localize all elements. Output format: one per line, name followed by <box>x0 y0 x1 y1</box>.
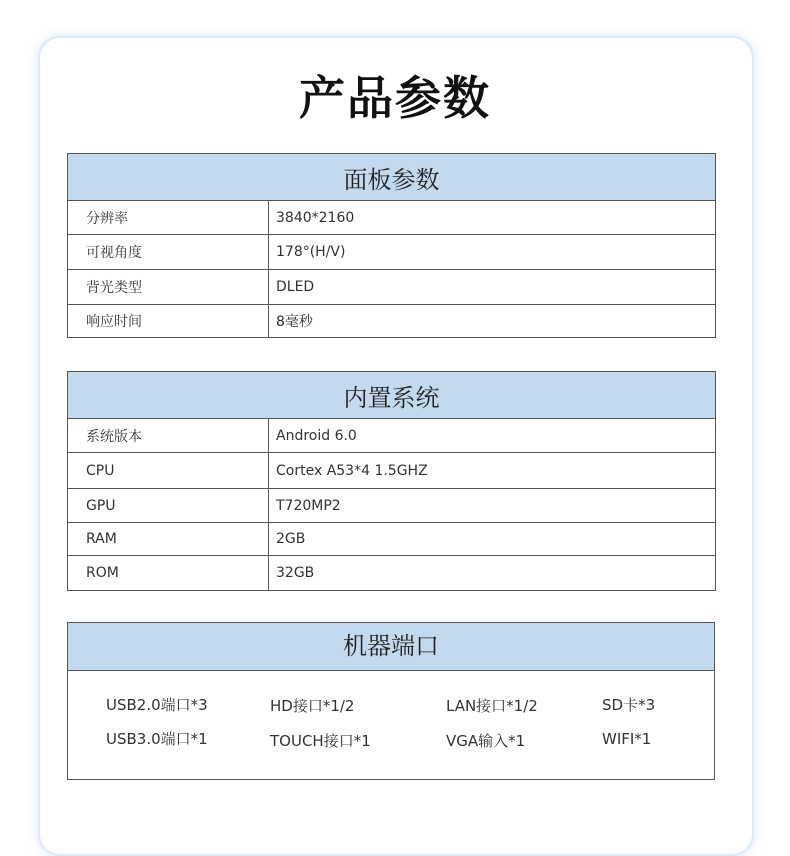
table-row <box>68 556 716 591</box>
port-item: WIFI*1 <box>602 730 652 748</box>
ports-heading: 机器端口 <box>68 623 714 671</box>
spec-label: 系统版本 <box>68 419 269 453</box>
port-item: LAN接口*1/2 <box>446 697 538 715</box>
spec-value: 178°(H/V) <box>269 235 716 270</box>
port-item: HD接口*1/2 <box>270 697 355 715</box>
system-spec-table <box>67 371 716 591</box>
spec-value: Android 6.0 <box>269 419 716 453</box>
table-row <box>68 419 716 453</box>
panel-spec-heading: 面板参数 <box>68 154 716 201</box>
table-row <box>68 201 716 235</box>
spec-value: Cortex A53*4 1.5GHZ <box>269 453 716 489</box>
ports-box <box>67 622 715 780</box>
spec-value: T720MP2 <box>269 489 716 523</box>
spec-label: 背光类型 <box>68 270 269 305</box>
port-item: USB2.0端口*3 <box>106 696 208 714</box>
table-row <box>68 305 716 338</box>
spec-value: 3840*2160 <box>269 201 716 235</box>
port-item: VGA输入*1 <box>446 732 526 750</box>
port-item: USB3.0端口*1 <box>106 730 208 748</box>
spec-label: 响应时间 <box>68 305 269 338</box>
table-row <box>68 453 716 489</box>
table-row <box>68 489 716 523</box>
page-title: 产品参数 <box>299 71 491 125</box>
spec-label: ROM <box>68 556 269 591</box>
spec-label: RAM <box>68 523 269 556</box>
port-item: SD卡*3 <box>602 696 656 714</box>
table-row <box>68 523 716 556</box>
panel-spec-table <box>67 153 716 338</box>
port-item: TOUCH接口*1 <box>270 732 371 750</box>
spec-value: 8毫秒 <box>269 305 716 338</box>
spec-label: 可视角度 <box>68 235 269 270</box>
system-spec-heading: 内置系统 <box>68 372 716 419</box>
spec-label: 分辨率 <box>68 201 269 235</box>
spec-label: CPU <box>68 453 269 489</box>
table-row <box>68 270 716 305</box>
spec-label: GPU <box>68 489 269 523</box>
spec-value: DLED <box>269 270 716 305</box>
spec-value: 32GB <box>269 556 716 591</box>
table-row <box>68 235 716 270</box>
spec-value: 2GB <box>269 523 716 556</box>
